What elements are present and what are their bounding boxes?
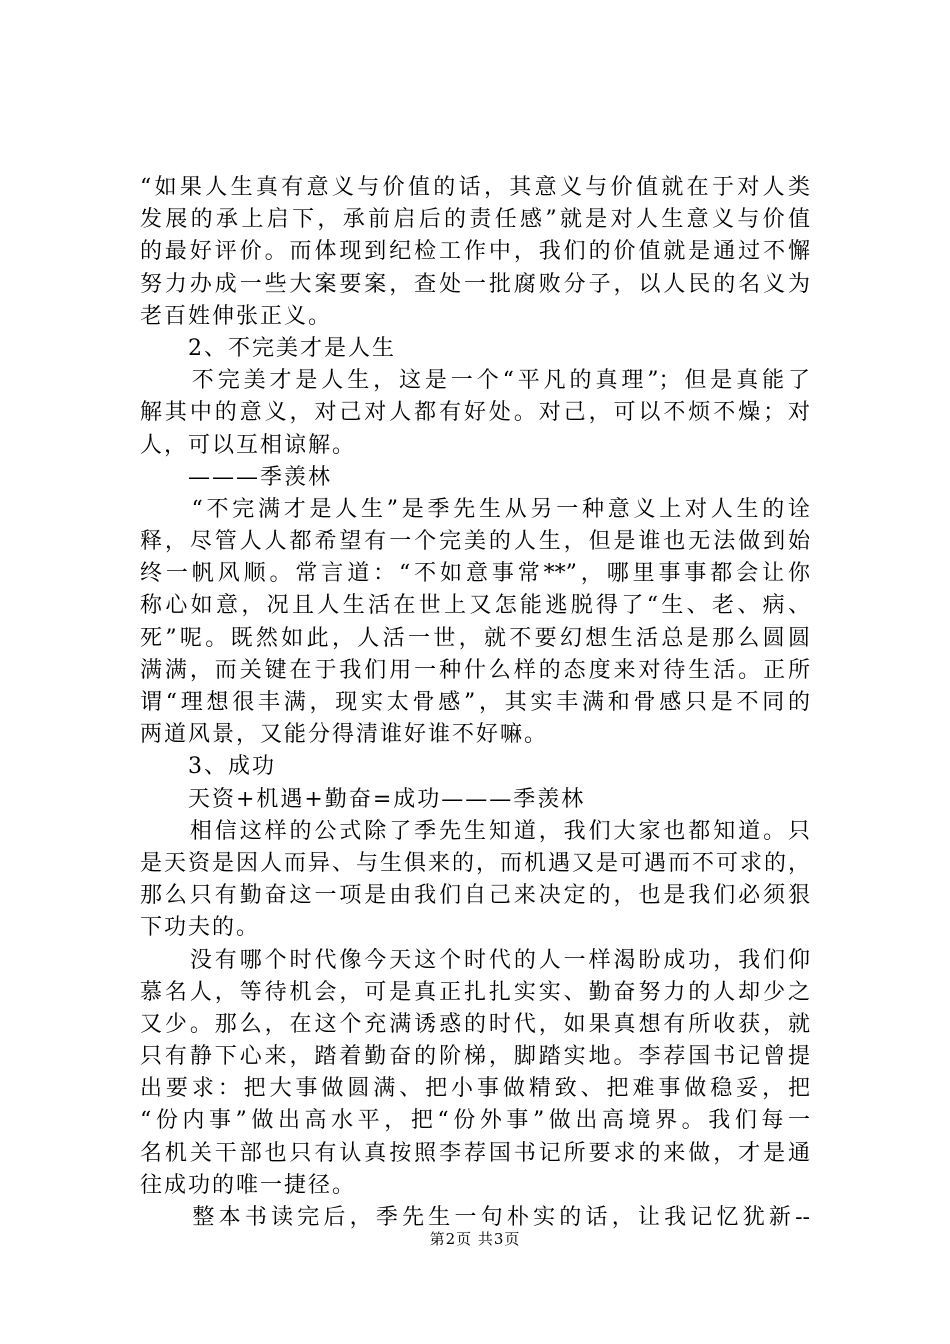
text-line-26: 慕名人，等待机会，可是真正扎扎实实、勤奋努力的人却少之	[140, 979, 810, 1005]
text-line-30: “份内事”做出高水平，把“份外事”做出高境界。我们每一	[140, 1108, 810, 1134]
text-line-15: 死”呢。既然如此，人活一世，就不要幻想生活总是那么圆圆	[140, 625, 810, 651]
quote-attribution: ———季羡林	[140, 464, 333, 490]
text-line-31: 名机关干部也只有认真按照李荐国书记所要求的来做，才是通	[140, 1140, 810, 1166]
text-line-5: 老百姓伸张正义。	[140, 303, 333, 329]
text-line-1: “如果人生真有意义与价值的话，其意义与价值就在于对人类	[140, 175, 810, 200]
text-line-11: “不完满才是人生”是季先生从另一种意义上对人生的诠	[140, 496, 810, 522]
text-line-25: 没有哪个时代像今天这个时代的人一样渴盼成功，我们仰	[140, 947, 810, 973]
text-line-16: 满满，而关键在于我们用一种什么样的态度来对待生活。正所	[140, 657, 810, 683]
text-line-13: 终一帆风顺。常言道：“不如意事常**”，哪里事事都会让你	[140, 561, 810, 587]
section-heading-2: 2、不完美才是人生	[140, 335, 396, 361]
text-line-21: 相信这样的公式除了季先生知道，我们大家也都知道。只	[140, 818, 810, 844]
text-line-2: 发展的承上启下，承前启后的责任感”就是对人生意义与价值	[140, 207, 810, 233]
text-line-18: 两道风景，又能分得清谁好谁不好嘛。	[140, 722, 549, 748]
text-line-24: 下功夫的。	[140, 915, 261, 941]
formula-line: 天资+机遇+勤奋=成功———季羡林	[140, 786, 586, 812]
text-line-14: 称心如意，况且人生活在世上又怎能逃脱得了“生、老、病、	[140, 593, 810, 619]
text-line-17: 谓“理想很丰满，现实太骨感”，其实丰满和骨感只是不同的	[140, 690, 810, 715]
text-line-33: 整本书读完后，季先生一句朴实的话，让我记忆犹新--	[140, 1205, 810, 1230]
text-line-27: 又少。那么，在这个充满诱惑的时代，如果真想有所收获，就	[140, 1011, 810, 1037]
text-line-12: 释，尽管人人都希望有一个完美的人生，但是谁也无法做到始	[140, 529, 810, 555]
text-line-9: 人，可以互相谅解。	[140, 432, 357, 458]
section-heading-3: 3、成功	[140, 754, 276, 780]
text-line-29: 出要求：把大事做圆满、把小事做精致、把难事做稳妥，把	[140, 1076, 810, 1102]
text-line-7: 不完美才是人生，这是一个“平凡的真理”；但是真能了	[140, 368, 810, 394]
text-line-8: 解其中的意义，对己对人都有好处。对己，可以不烦不燥；对	[140, 400, 810, 426]
text-line-3: 的最好评价。而体现到纪检工作中，我们的价值就是通过不懈	[140, 239, 810, 265]
text-line-4: 努力办成一些大案要案，查处一批腐败分子，以人民的名义为	[140, 271, 810, 297]
text-line-28: 只有静下心来，踏着勤奋的阶梯，脚踏实地。李荐国书记曾提	[140, 1044, 810, 1070]
document-body	[140, 172, 810, 1234]
page-footer: 第2页 共3页	[429, 1230, 521, 1248]
text-line-22: 是天资是因人而异、与生俱来的，而机遇又是可遇而不可求的，	[140, 850, 810, 876]
text-line-32: 往成功的唯一捷径。	[140, 1172, 357, 1198]
text-line-23: 那么只有勤奋这一项是由我们自己来决定的，也是我们必须狠	[140, 883, 810, 909]
